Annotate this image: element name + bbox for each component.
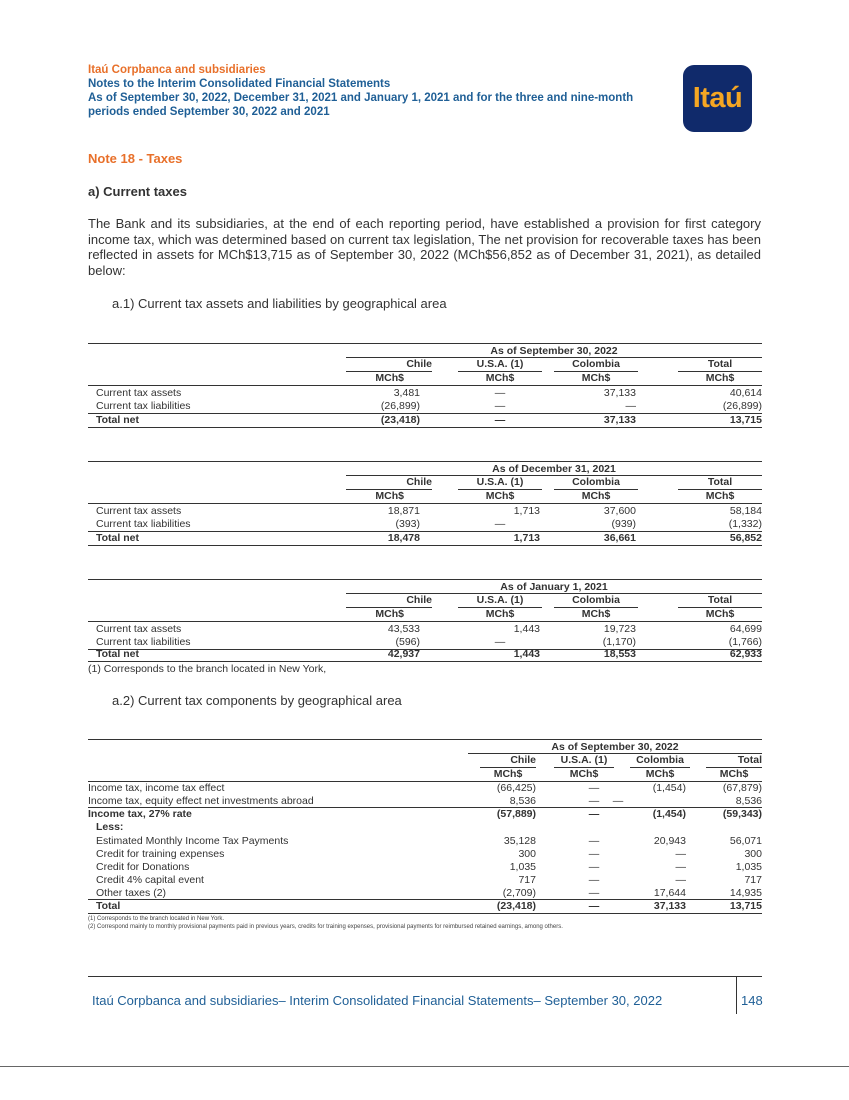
unit: MCh$ [645,768,675,780]
header-period: As of September 30, 2022, December 31, 2021 and January 1, 2021 and for the three and nine-month periods ended September 30, 2022 and 2021 [88,92,634,118]
unit: MCh$ [705,490,735,502]
table-row: Current tax assets 3,481 — 37,133 40,614 [96,387,762,399]
table-period: As of January 1, 2021 [500,581,608,593]
header-notes-title: Notes to the Interim Consolidated Financial Statements [88,78,391,90]
unit: MCh$ [581,490,611,502]
table-period: As of December 31, 2021 [492,463,616,475]
col-chile: Chile [346,594,432,608]
col-chile: Chile [346,358,432,372]
unit: MCh$ [705,608,735,620]
table-row: Current tax liabilities (596) — (1,170) (1,766) [96,636,762,648]
col-colombia: Colombia [554,358,638,372]
footer-text: Itaú Corpbanca and subsidiaries– Interim Consolidated Financial Statements– September 30, 2022 [92,993,663,1008]
col-colombia: Colombia [630,754,690,768]
subheading-a2: a.2) Current tax components by geographical area [112,693,402,708]
table-row: Estimated Monthly Income Tax Payments 35,128 — 20,943 56,071 [96,835,762,847]
col-total: Total [706,754,762,768]
footnote-a2-2: (2) Correspond mainly to monthly provisional payments paid in previous years, credits for training expenses, provisional payments for reimbursed retained earnings, among others. [88,924,563,930]
footnote-a2-1: (1) Corresponds to the branch located in New York. [88,916,225,922]
table-row: Income tax, equity effect net investments abroad 8,536 — — 8,536 [88,795,762,807]
table-total-row: Total net 42,937 1,443 18,553 62,933 [96,648,762,660]
unit: MCh$ [485,608,515,620]
page-number: 148 [741,993,763,1008]
col-usa: U.S.A. (1) [458,476,542,490]
less-label: Less: [96,821,124,833]
col-total: Total [678,358,762,372]
unit: MCh$ [581,608,611,620]
table-row: Credit for training expenses 300 — — 300 [96,848,762,860]
subheading-a1: a.1) Current tax assets and liabilities by geographical area [112,296,447,311]
table-sep-2022 [88,343,762,429]
col-chile: Chile [346,476,432,490]
table-period: As of September 30, 2022 [551,741,679,753]
table-total-row: Total net 18,478 1,713 36,661 56,852 [96,532,762,544]
footer-page-divider [736,976,737,1014]
table-row: Current tax liabilities (393) — (939) (1,332) [96,518,762,530]
table-row: Income tax, income tax effect (66,425) — (1,454) (67,879) [88,782,762,794]
table-row: Credit for Donations 1,035 — — 1,035 [96,861,762,873]
col-usa: U.S.A. (1) [458,358,542,372]
table-total-row: Total net (23,418) — 37,133 13,715 [96,414,762,426]
unit: MCh$ [705,372,735,384]
table-total-row: Total (23,418) — 37,133 13,715 [96,900,762,912]
note-title: Note 18 - Taxes [88,151,183,166]
intro-paragraph: The Bank and its subsidiaries, at the end of each reporting period, have established a provision for first category income tax, which was determined based on current tax legislation, The net provision for recoverable taxes has been reflected in assets for MCh$13,715 as of September 30, 2022 (MCh$56,852 as of December 31, 2021), as detailed below: [88,216,761,278]
company-name: Itaú Corpbanca and subsidiaries [88,64,266,76]
table-row: Other taxes (2) (2,709) — 17,644 14,935 [96,887,762,899]
table-subtotal-row: Income tax, 27% rate (57,889) — (1,454) (59,343) [88,808,762,820]
unit: MCh$ [375,490,404,502]
unit: MCh$ [485,490,515,502]
col-total: Total [678,476,762,490]
unit: MCh$ [375,608,404,620]
itau-logo: Itaú [683,65,752,132]
unit: MCh$ [375,372,404,384]
table-period: As of September 30, 2022 [490,345,618,357]
col-colombia: Colombia [554,476,638,490]
document-header [88,63,658,119]
table-tax-components [88,739,762,915]
unit: MCh$ [569,768,599,780]
table-jan-2021 [88,579,762,665]
col-colombia: Colombia [554,594,638,608]
unit: MCh$ [485,372,515,384]
col-usa: U.S.A. (1) [554,754,614,768]
unit: MCh$ [493,768,523,780]
col-usa: U.S.A. (1) [458,594,542,608]
footer-divider [88,976,762,977]
table-dec-2021 [88,461,762,547]
unit: MCh$ [581,372,611,384]
table-row: Current tax liabilities (26,899) — — (26,899) [96,400,762,412]
unit: MCh$ [719,768,749,780]
table-row: Current tax assets 18,871 1,713 37,600 58,184 [96,505,762,517]
col-chile: Chile [480,754,536,768]
table-row: Credit 4% capital event 717 — — 717 [96,874,762,886]
col-total: Total [678,594,762,608]
footnote-a1: (1) Corresponds to the branch located in New York, [88,663,327,675]
section-title: a) Current taxes [88,184,187,199]
page-bottom-rule [0,1066,849,1067]
table-row: Current tax assets 43,533 1,443 19,723 64,699 [96,623,762,635]
